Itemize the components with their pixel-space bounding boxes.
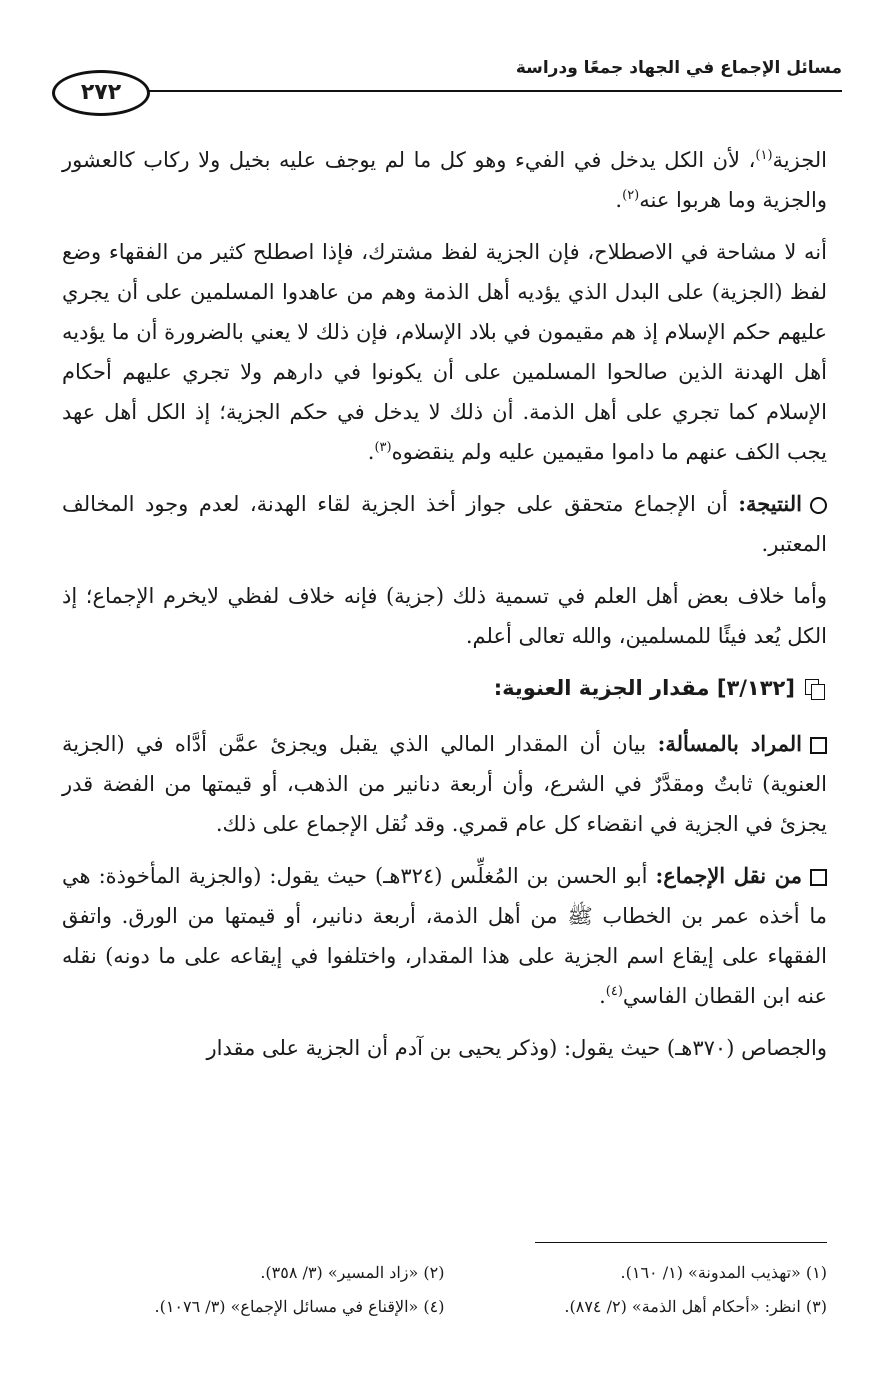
section-heading [62,668,827,708]
result-text: أن الإجماع متحقق على جواز أخذ الجزية لقاء الهدنة، لعدم وجود المخالف المعتبر. [62,492,827,556]
p7-text: والجصاص (٣٧٠هـ) حيث يقول: (وذكر يحيى بن آدم أن الجزية على مقدار [206,1036,827,1060]
header-rule [82,90,842,92]
section-title: [٣/١٣٢] مقدار الجزية العنوية: [493,676,795,700]
transmitters-text-b: . [599,984,606,1008]
p4-text: وأما خلاف بعض أهل العلم في تسمية ذلك (جزية) فإنه خلاف لفظي لايخرم الإجماع؛ إذ الكل يُعد فيئًا للمسلمين، والله تعالى أعلم. [62,584,827,648]
documents-icon [805,679,827,699]
footnote-row [62,1256,827,1290]
paragraph-transmitters [62,856,827,1016]
page-header [52,52,842,112]
footnote-3: (٣) انظر: «أحكام أهل الذمة» (٢/ ٨٧٤). [564,1297,827,1316]
circle-bullet-icon [810,497,827,514]
square-bullet-icon [810,869,827,886]
p2-text-a: أنه لا مشاحة في الاصطلاح، فإن الجزية لفظ مشترك، فإذا اصطلح كثير من الفقهاء وضع لفظ (الجزية) على البدل الذي يؤديه أهل الذمة وهم من عاهدوا المسلمين على أن يجري عليهم حكم الإسلام إذ هم مقيمون في بلاد الإسلام، فإن ذلك لا يعني بالضرورة أن ما يؤديه أهل الهدنة الذين صالحوا المسلمين على أن يكونوا في دارهم ولا تجري عليهم أحكام الإسلام كما تجري على أهل الذمة. أن ذلك لا يدخل في حكم الجزية؛ إذ الكل أهل عهد يجب الكف عنهم ما داموا مقيمين عليه ولم ينقضوه [62,240,827,464]
footnotes [62,1256,827,1324]
footnote-ref-1: (١) [755,148,773,163]
footnote-ref-4: (٤) [605,984,623,999]
meaning-label: المراد بالمسألة: [657,731,803,756]
p1-text-b: ، لأن الكل يدخل في الفيء وهو كل ما لم يوجف عليه بخيل ولا ركاب كالعشور والجزية وما هربوا عنه [62,148,827,212]
footnote-row [62,1290,827,1324]
paragraph-7 [62,1028,827,1068]
footnote-rule [535,1242,827,1243]
meaning-text: بيان أن المقدار المالي الذي يقبل ويجزئ عمَّن أدَّاه في (الجزية العنوية) ثابتٌ ومقدَّرٌ في الشرع، وأن أربعة دنانير من الذهب، أو قيمتها من الفضة قدر يجزئ في الجزية في انقضاء كل عام قمري. وقد نُقل الإجماع على ذلك. [62,732,827,836]
paragraph-2 [62,232,827,472]
result-label: النتيجة: [738,491,802,516]
footnote-4: (٤) «الإقناع في مسائل الإجماع» (٣/ ١٠٧٦). [154,1297,445,1316]
paragraph-4 [62,576,827,656]
p1-text-a: الجزية [772,148,827,172]
square-bullet-icon [810,737,827,754]
footnote-2: (٢) «زاد المسير» (٣/ ٣٥٨). [260,1263,445,1282]
paragraph-1 [62,140,827,220]
running-title: مسائل الإجماع في الجهاد جمعًا ودراسة [515,58,842,78]
footnote-ref-3: (٣) [374,440,392,455]
transmitters-label: من نقل الإجماع: [655,863,802,888]
footnote-ref-2: (٢) [622,188,640,203]
p1-text-c: . [615,188,623,212]
paragraph-meaning [62,724,827,844]
main-text [62,140,827,1080]
p2-text-b: . [367,440,375,464]
transmitters-text-a: أبو الحسن بن المُغلِّس (٣٢٤هـ) حيث يقول: (والجزية المأخوذة: هي ما أخذه عمر بن الخطاب ﷺ من أهل الذمة، أربعة دنانير، أو قيمتها من الورق. واتفق الفقهاء على إيقاع اسم الجزية على هذا المقدار، واختلفوا في إيقاعه على ما دونه) نقله عنه ابن القطان الفاسي [62,864,827,1008]
footnote-1: (١) «تهذيب المدونة» (١/ ١٦٠). [620,1263,827,1282]
page-number: ٢٧٢ [52,70,150,116]
paragraph-result [62,484,827,564]
